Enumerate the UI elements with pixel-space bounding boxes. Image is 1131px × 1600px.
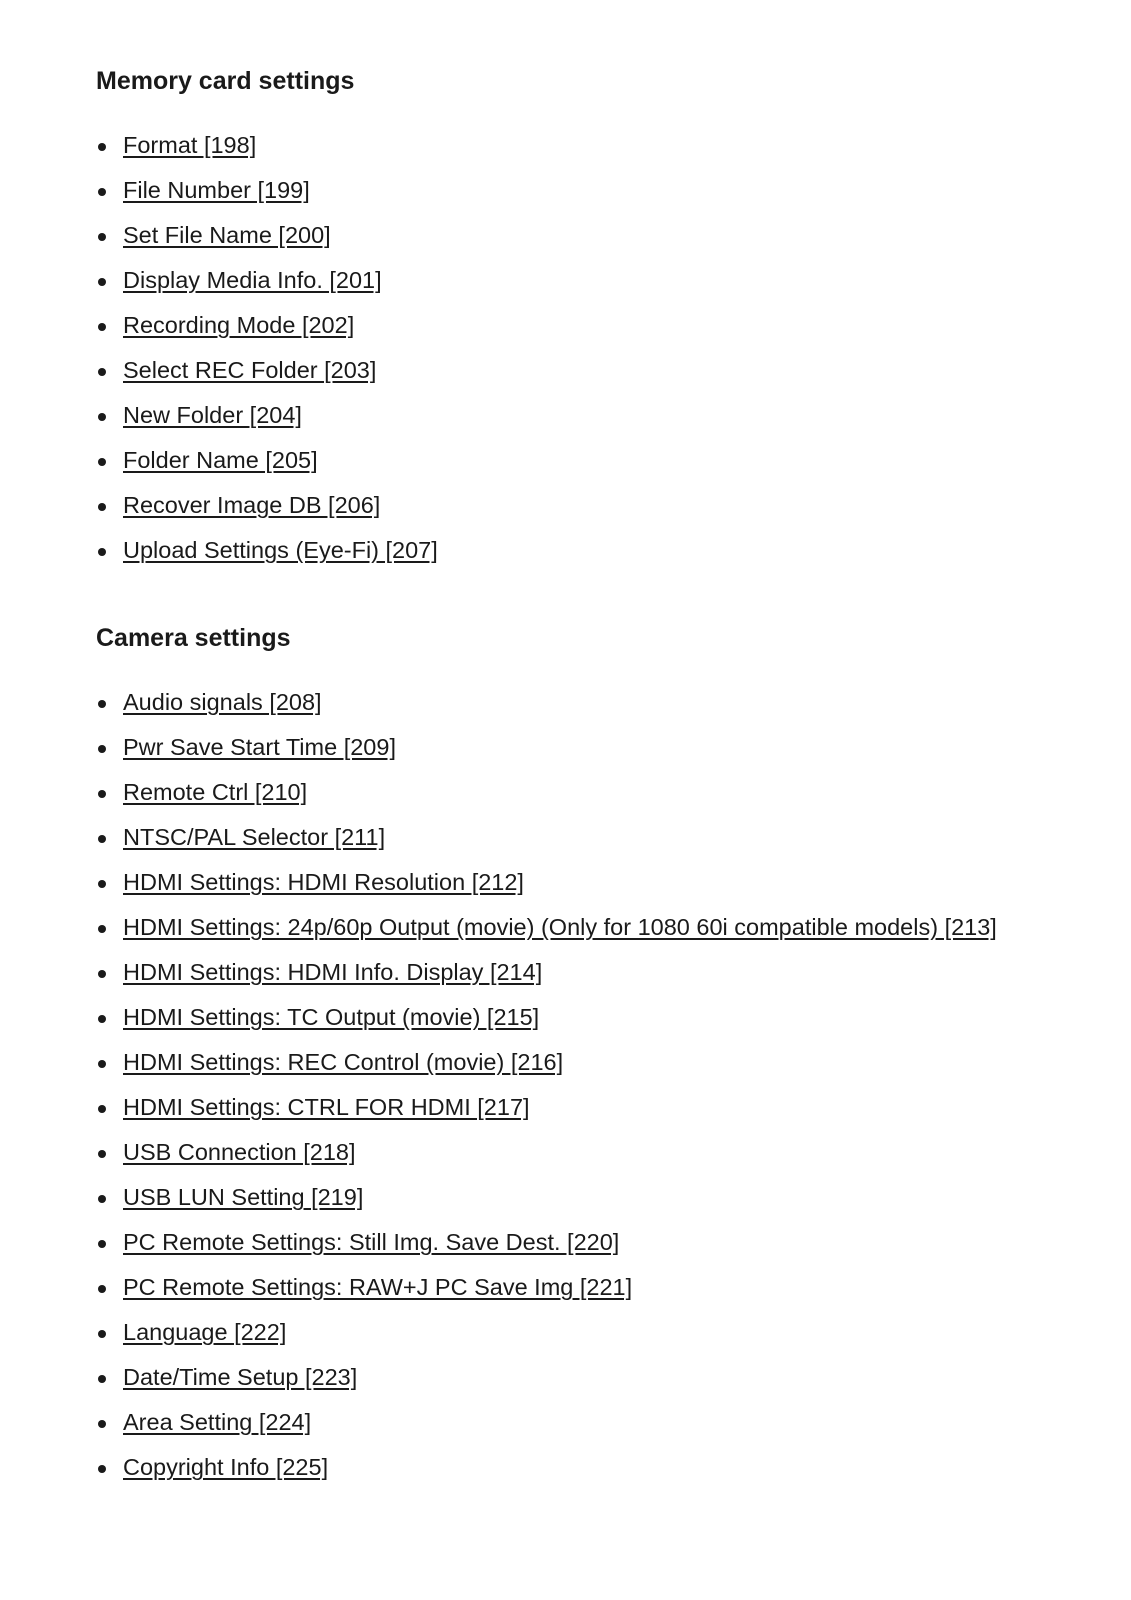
list-item: [96, 264, 1056, 297]
bullet-icon: [98, 143, 106, 151]
list-item: [96, 1361, 1056, 1394]
list-item: [96, 686, 1056, 719]
list-item: [96, 1316, 1056, 1349]
topic-link[interactable]: Area Setting [224]: [123, 1409, 312, 1435]
topic-link[interactable]: Pwr Save Start Time [209]: [123, 734, 396, 760]
bullet-icon: [98, 925, 106, 933]
topic-link[interactable]: PC Remote Settings: Still Img. Save Dest. [220]: [123, 1229, 620, 1255]
topic-link[interactable]: New Folder [204]: [123, 402, 302, 428]
bullet-icon: [98, 1330, 106, 1338]
bullet-icon: [98, 1195, 106, 1203]
topic-link[interactable]: Upload Settings (Eye-Fi) [207]: [123, 537, 438, 563]
bullet-icon: [98, 1060, 106, 1068]
list-item: [96, 1136, 1056, 1169]
list-item: [96, 354, 1056, 387]
list-item: [96, 1001, 1056, 1034]
bullet-icon: [98, 278, 106, 286]
topic-link[interactable]: Recording Mode [202]: [123, 312, 355, 338]
list-item: [96, 1271, 1056, 1304]
topic-link[interactable]: Copyright Info [225]: [123, 1454, 329, 1480]
list-item: [96, 1226, 1056, 1259]
topic-link[interactable]: HDMI Settings: HDMI Info. Display [214]: [123, 959, 543, 985]
bullet-icon: [98, 458, 106, 466]
topic-link[interactable]: Recover Image DB [206]: [123, 492, 381, 518]
list-item: [96, 866, 1056, 899]
bullet-icon: [98, 880, 106, 888]
list-item: [96, 1091, 1056, 1124]
bullet-icon: [98, 1105, 106, 1113]
list-item: [96, 444, 1056, 477]
bullet-icon: [98, 188, 106, 196]
topic-link[interactable]: USB LUN Setting [219]: [123, 1184, 364, 1210]
list-item: [96, 1181, 1056, 1214]
bullet-icon: [98, 1015, 106, 1023]
list-item: [96, 399, 1056, 432]
bullet-icon: [98, 368, 106, 376]
topic-link[interactable]: File Number [199]: [123, 177, 310, 203]
bullet-icon: [98, 413, 106, 421]
topic-link[interactable]: NTSC/PAL Selector [211]: [123, 824, 386, 850]
bullet-icon: [98, 1240, 106, 1248]
bullet-icon: [98, 745, 106, 753]
bullet-icon: [98, 835, 106, 843]
bullet-icon: [98, 1420, 106, 1428]
list-item: [96, 129, 1056, 162]
topic-link[interactable]: Language [222]: [123, 1319, 287, 1345]
memory-card-settings-list: [96, 129, 1056, 579]
list-item: [96, 1451, 1056, 1484]
list-item: [96, 731, 1056, 764]
topic-link[interactable]: Display Media Info. [201]: [123, 267, 382, 293]
bullet-icon: [98, 548, 106, 556]
topic-link[interactable]: Date/Time Setup [223]: [123, 1364, 358, 1390]
bullet-icon: [98, 1285, 106, 1293]
topic-link[interactable]: HDMI Settings: TC Output (movie) [215]: [123, 1004, 540, 1030]
list-item: [96, 821, 1056, 854]
list-item: [96, 219, 1056, 252]
list-item: [96, 776, 1056, 809]
bullet-icon: [98, 503, 106, 511]
topic-link[interactable]: HDMI Settings: CTRL FOR HDMI [217]: [123, 1094, 530, 1120]
camera-settings-list: [96, 686, 1056, 1496]
topic-link[interactable]: USB Connection [218]: [123, 1139, 356, 1165]
topic-link[interactable]: Select REC Folder [203]: [123, 357, 377, 383]
bullet-icon: [98, 700, 106, 708]
topic-link[interactable]: Remote Ctrl [210]: [123, 779, 308, 805]
topic-link[interactable]: Format [198]: [123, 132, 257, 158]
topic-link[interactable]: HDMI Settings: HDMI Resolution [212]: [123, 869, 524, 895]
list-item: [96, 174, 1056, 207]
bullet-icon: [98, 790, 106, 798]
list-item: [96, 911, 1056, 944]
list-item: [96, 1046, 1056, 1079]
bullet-icon: [98, 233, 106, 241]
list-item: [96, 956, 1056, 989]
list-item: [96, 489, 1056, 522]
memory-card-settings-heading: Memory card settings: [96, 67, 355, 95]
topic-link[interactable]: Folder Name [205]: [123, 447, 318, 473]
list-item: [96, 309, 1056, 342]
bullet-icon: [98, 970, 106, 978]
topic-link[interactable]: HDMI Settings: REC Control (movie) [216]: [123, 1049, 564, 1075]
bullet-icon: [98, 1375, 106, 1383]
topic-link[interactable]: HDMI Settings: 24p/60p Output (movie) (Only for 1080 60i compatible models) [213]: [123, 914, 997, 940]
bullet-icon: [98, 1465, 106, 1473]
bullet-icon: [98, 323, 106, 331]
topic-link[interactable]: Set File Name [200]: [123, 222, 331, 248]
list-item: [96, 534, 1056, 567]
list-item: [96, 1406, 1056, 1439]
bullet-icon: [98, 1150, 106, 1158]
topic-link[interactable]: Audio signals [208]: [123, 689, 322, 715]
camera-settings-heading: Camera settings: [96, 624, 291, 652]
topic-link[interactable]: PC Remote Settings: RAW+J PC Save Img [221]: [123, 1274, 633, 1300]
